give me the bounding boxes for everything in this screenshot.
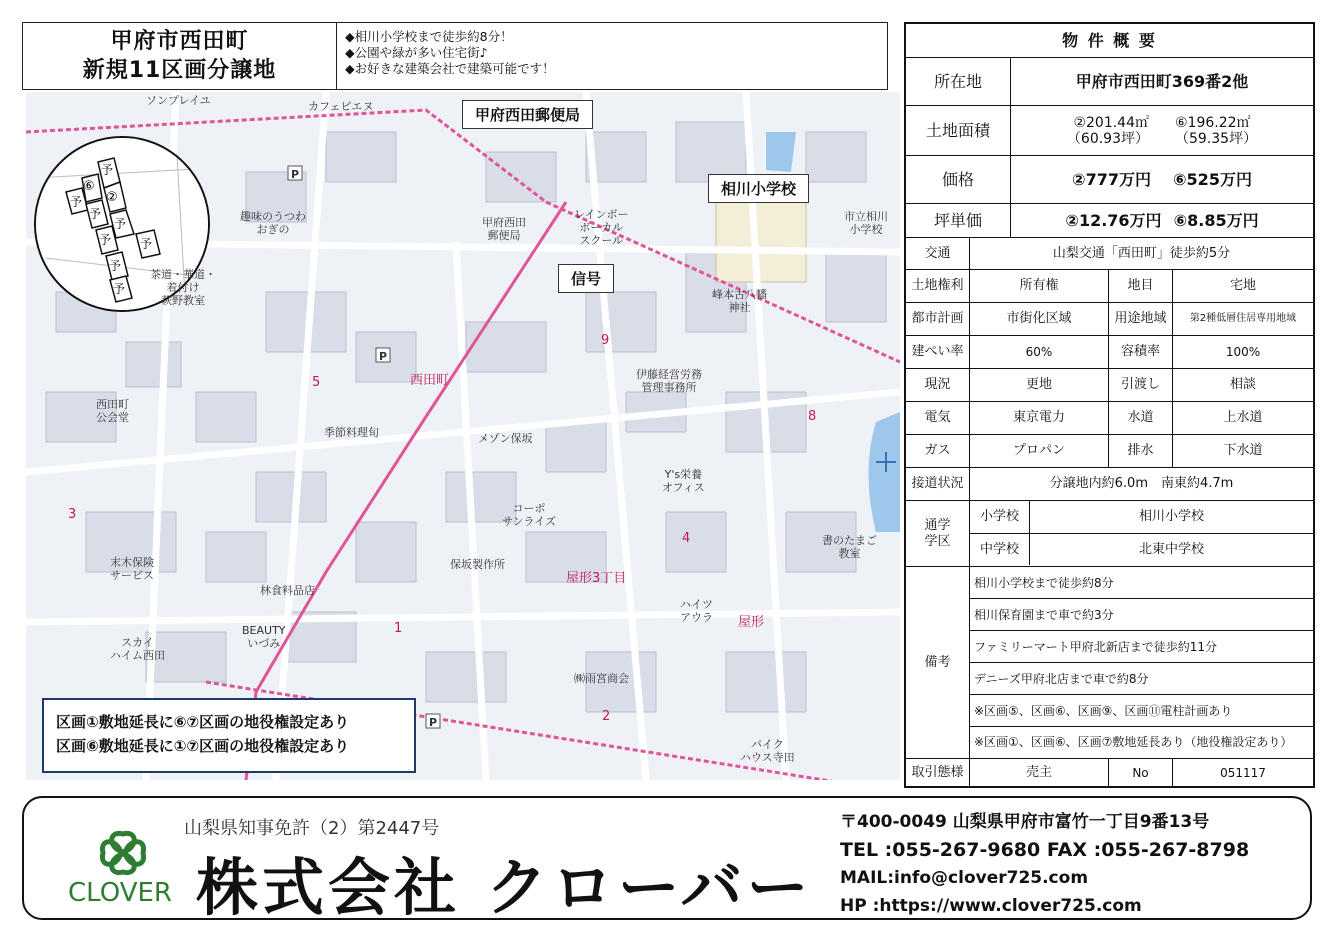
block-number: 3 <box>68 507 77 522</box>
water-label: 水道 <box>1109 402 1173 434</box>
block-number: 2 <box>602 709 611 724</box>
company-address: 〒400-0049 山梨県甲府市富竹一丁目9番13号 <box>840 812 1210 832</box>
land-area-row <box>906 106 1313 156</box>
title-line-1: 甲府市西田町 <box>110 29 249 54</box>
selling-point: ◆相川小学校まで徒歩約8分！ <box>345 29 513 44</box>
electric-value: 東京電力 <box>970 402 1109 434</box>
brand-word: CLOVER <box>68 878 172 908</box>
junior-label: 中学校 <box>970 534 1030 565</box>
school-district-label: 通学 学区 <box>906 501 970 566</box>
map-area-label: 屋形 <box>738 615 765 630</box>
company-name: 株式会社 クローバー <box>196 851 813 924</box>
map-label: レインボー ボーカル スクール <box>574 208 629 247</box>
location-value: 甲府市西田町369番2他 <box>1075 71 1249 91</box>
inset-lot-label: 予 <box>109 259 122 273</box>
map-label: 甲府西田 郵便局 <box>482 216 526 242</box>
rights-label: 土地権利 <box>906 270 970 302</box>
unit-price-a: ②12.76万円 <box>1065 210 1162 230</box>
status-label: 現況 <box>906 369 970 401</box>
delivery-label: 引渡し <box>1109 369 1173 401</box>
map-label: 末木保険 サービス <box>110 556 154 582</box>
remarks-label: 備考 <box>906 567 970 758</box>
callout-signal: 信号 <box>558 264 614 293</box>
no-label: No <box>1109 759 1173 786</box>
map-label: メゾン保坂 <box>478 432 533 445</box>
delivery-value: 相談 <box>1229 377 1256 392</box>
map-label: 市立相川 小学校 <box>844 210 888 236</box>
transaction-value: 売主 <box>970 759 1109 786</box>
road-label: 接道状況 <box>906 468 970 500</box>
company-mail[interactable]: MAIL:info@clover725.com <box>840 868 1089 888</box>
traffic-row <box>906 238 1313 270</box>
status-row <box>906 369 1313 402</box>
unit-price-value <box>1011 204 1313 237</box>
map-label: スカイ ハイム西田 <box>110 636 165 662</box>
coverage-value: 60% <box>970 336 1109 368</box>
category-label: 地目 <box>1109 270 1173 302</box>
remark-item: 相川保育園まで車で約3分 <box>970 599 1313 631</box>
block-number: 4 <box>682 531 691 546</box>
gas-value: プロパン <box>970 435 1109 467</box>
svg-text:P: P <box>379 350 388 363</box>
no-value: 051117 <box>1220 765 1266 780</box>
land-area-a: ②201.44㎡ <box>1073 114 1149 131</box>
company-homepage[interactable]: HP :https://www.clover725.com <box>840 896 1142 916</box>
planning-label: 都市計画 <box>906 303 970 335</box>
inset-lot-label: 予 <box>113 282 126 296</box>
status-value: 更地 <box>970 369 1109 401</box>
area-map <box>26 92 900 780</box>
remark-item: 相川小学校まで徒歩約8分 <box>970 567 1313 599</box>
transaction-label: 取引態様 <box>906 759 970 786</box>
map-label: 林食料品店 <box>260 584 315 597</box>
company-footer <box>22 796 1312 924</box>
price-a: ②777万円 <box>1072 169 1151 189</box>
drain-label: 排水 <box>1109 435 1173 467</box>
block-number: 9 <box>601 333 610 348</box>
header-box <box>22 22 888 90</box>
electric-label: 電気 <box>906 402 970 434</box>
map-label: コーポ サンライズ <box>502 502 557 528</box>
easement-notes <box>42 698 416 773</box>
utility-row-1 <box>906 402 1313 435</box>
map-label: BEAUTY いづみ <box>242 624 286 650</box>
contact-info <box>840 808 1249 920</box>
unit-price-label: 坪単価 <box>906 204 1011 237</box>
far-label: 容積率 <box>1109 336 1173 368</box>
property-summary-table <box>904 22 1315 788</box>
map-label: ハイツ アウラ <box>680 598 713 624</box>
location-label: 所在地 <box>906 58 1011 105</box>
remark-item: ファミリーマート甲府北新店まで徒歩約11分 <box>970 631 1313 663</box>
map-label: バイク ハウス寺田 <box>740 738 795 764</box>
road-value: 分譲地内約6.0m 南東約4.7m <box>1049 476 1234 491</box>
rights-value: 所有権 <box>970 270 1109 302</box>
inset-lot-label: 予 <box>89 207 102 221</box>
land-area-a-tsubo: （60.93坪） <box>1066 130 1149 147</box>
traffic-value: 山梨交通「西田町」徒歩約5分 <box>1052 245 1231 261</box>
school-district-row <box>906 501 1313 567</box>
inset-lot-label: ② <box>106 190 118 205</box>
map-area-label: 屋形3丁目 <box>566 571 627 586</box>
land-area-value <box>1011 106 1313 155</box>
selling-point: ◆お好きな建築会社で建築可能です！ <box>345 61 555 76</box>
easement-note: 区画⑥敷地延長に①⑦区画の地役権設定あり <box>56 737 350 755</box>
map-label: 峰本古八幡 神社 <box>712 288 767 314</box>
transaction-row <box>906 759 1313 786</box>
price-label: 価格 <box>906 156 1011 203</box>
map-label: カフェピエヌ <box>308 100 374 113</box>
license-number: 山梨県知事免許（2）第2447号 <box>184 818 440 839</box>
map-label: 保坂製作所 <box>450 558 505 571</box>
junior-value: 北東中学校 <box>1138 541 1204 557</box>
map-label: 趣味のうつわ おぎの <box>240 210 306 236</box>
price-row <box>906 156 1313 204</box>
zoning-value: 第2種低層住居専用地域 <box>1189 313 1297 324</box>
selling-points <box>337 23 563 89</box>
company-tel-fax: TEL :055-267-9680 FAX :055-267-8798 <box>840 839 1250 861</box>
planning-row <box>906 303 1313 336</box>
remark-item: ※区画①、区画⑥、区画⑦敷地延長あり（地役権設定あり） <box>974 735 1293 749</box>
road-row <box>906 468 1313 501</box>
inset-lot-label: 予 <box>140 237 153 251</box>
map-label: 書のたまご 教室 <box>822 534 877 560</box>
callout-post-office: 甲府西田郵便局 <box>462 100 593 129</box>
map-label: 伊藤経営労務 管理事務所 <box>636 368 702 394</box>
map-label: ソンプレイユ <box>146 94 211 107</box>
easement-note: 区画①敷地延長に⑥⑦区画の地役権設定あり <box>56 713 350 731</box>
map-label: Y's栄養 オフィス <box>662 468 705 494</box>
title-line-2: 新規11区画分譲地 <box>82 58 277 83</box>
selling-point: ◆公園や緑が多い住宅街♪ <box>345 45 488 60</box>
callout-school: 相川小学校 <box>708 174 809 203</box>
svg-text:P: P <box>429 716 438 729</box>
elementary-value: 相川小学校 <box>1138 509 1204 524</box>
land-area-label: 土地面積 <box>906 106 1011 155</box>
block-number: 8 <box>808 409 817 424</box>
map-label: ㈱雨宮商会 <box>574 672 629 685</box>
map-label: 茶道・華道・ 着付け 萩野教室 <box>150 268 216 307</box>
map-area-label: 西田町 <box>410 373 450 388</box>
inset-lot-label: 予 <box>70 195 83 209</box>
block-number: 1 <box>394 621 403 636</box>
svg-text:P: P <box>291 168 300 181</box>
remarks-row <box>906 567 1313 759</box>
planning-value: 市街化区域 <box>970 303 1109 335</box>
coverage-row <box>906 336 1313 369</box>
elementary-label: 小学校 <box>970 501 1030 533</box>
zoning-label: 用途地域 <box>1109 303 1173 335</box>
header-title <box>23 23 337 89</box>
school-district-values <box>970 501 1313 566</box>
land-area-b-tsubo: （59.35坪） <box>1175 130 1258 147</box>
location-row <box>906 58 1313 106</box>
map-label: 季節料理旬 <box>324 426 379 439</box>
remark-item: ※区画⑤、区画⑥、区画⑨、区画⑪電柱計画あり <box>970 695 1313 727</box>
unit-price-b: ⑥8.85万円 <box>1173 210 1259 230</box>
water-value: 上水道 <box>1223 410 1263 425</box>
price-b: ⑥525万円 <box>1173 169 1252 189</box>
traffic-label: 交通 <box>906 238 970 269</box>
gas-label: ガス <box>906 435 970 467</box>
far-value: 100% <box>1225 345 1261 359</box>
utility-row-2 <box>906 435 1313 468</box>
inset-lot-label: 予 <box>99 233 112 247</box>
map-label: 西田町 公会堂 <box>96 398 129 424</box>
unit-price-row <box>906 204 1313 238</box>
inset-lot-label: ⑥ <box>83 179 95 194</box>
price-value <box>1011 156 1313 203</box>
remark-item: デニーズ甲府北店まで車で約8分 <box>970 663 1313 695</box>
coverage-label: 建ぺい率 <box>906 336 970 368</box>
drain-value: 下水道 <box>1223 443 1263 458</box>
block-number: 5 <box>312 375 321 390</box>
category-value: 宅地 <box>1229 278 1256 293</box>
remarks-list <box>970 567 1313 758</box>
rights-row <box>906 270 1313 303</box>
summary-heading-row <box>906 24 1313 58</box>
inset-lot-label: 予 <box>114 217 127 231</box>
land-area-b: ⑥196.22㎡ <box>1175 114 1251 131</box>
inset-lot-label: 予 <box>101 163 114 177</box>
summary-heading: 物 件 概 要 <box>1062 30 1157 50</box>
